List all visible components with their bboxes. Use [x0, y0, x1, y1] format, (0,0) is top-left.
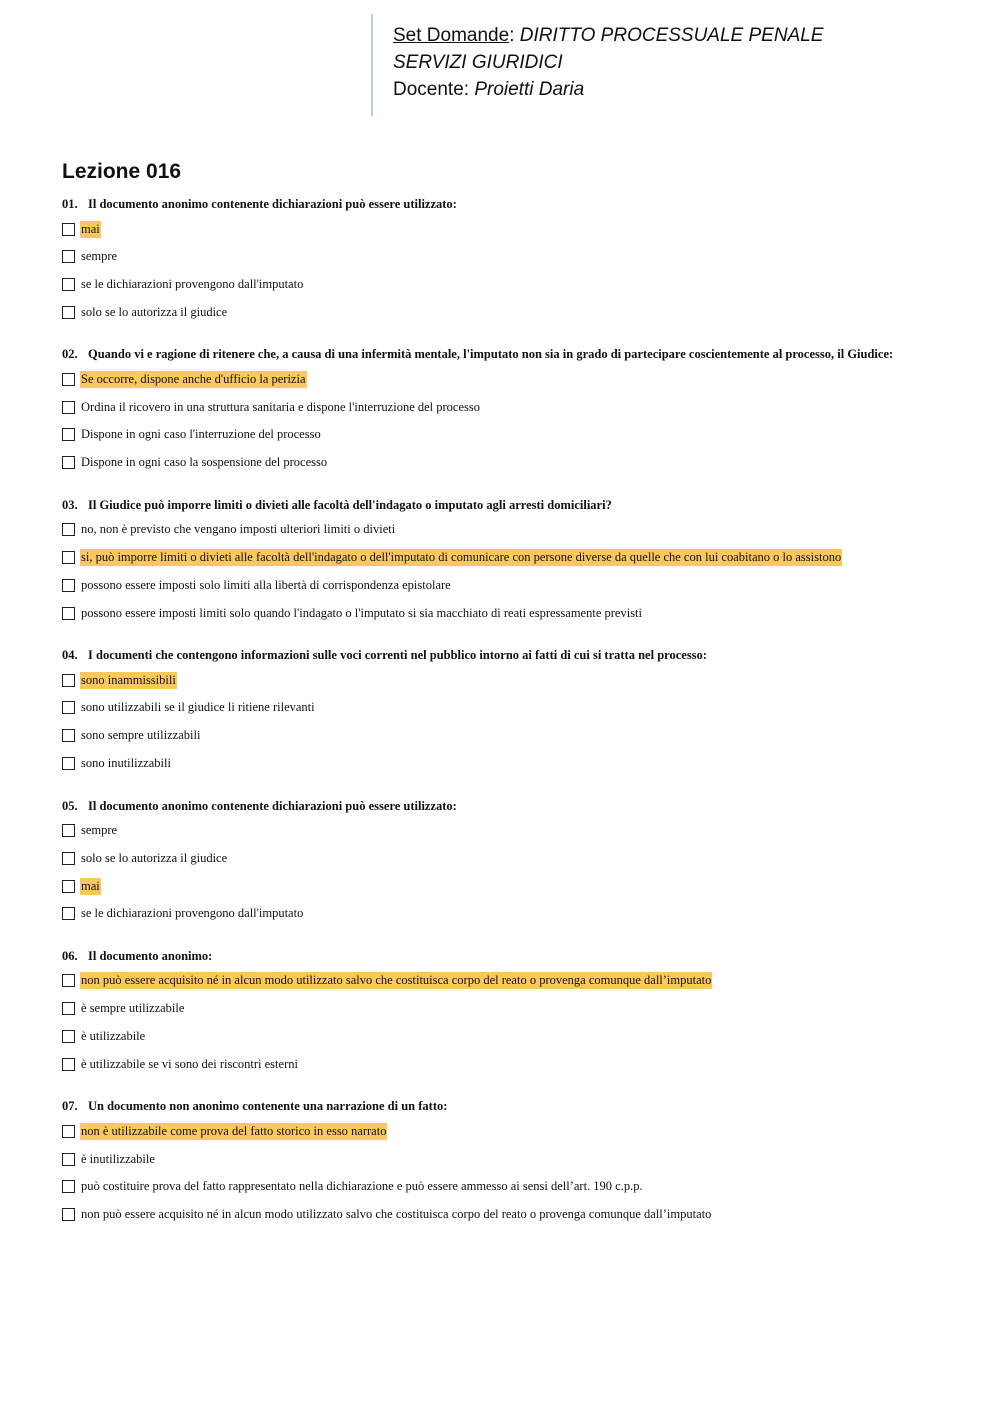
- answer-checkbox[interactable]: [62, 456, 75, 469]
- answer-option[interactable]: [62, 1149, 962, 1169]
- answer-text: è sempre utilizzabile: [81, 1001, 185, 1016]
- answer-option[interactable]: [62, 369, 962, 389]
- question-block: [62, 647, 962, 773]
- answer-checkbox[interactable]: [62, 674, 75, 687]
- answer-checkbox[interactable]: [62, 729, 75, 742]
- answer-text: no, non è previsto che vengano imposti ulteriori limiti o divieti: [81, 522, 396, 537]
- answer-checkbox[interactable]: [62, 1153, 75, 1166]
- answer-checkbox[interactable]: [62, 278, 75, 291]
- answer-checkbox[interactable]: [62, 1208, 75, 1221]
- answer-option[interactable]: [62, 520, 962, 540]
- set-label: Set Domande: [393, 25, 510, 46]
- question-title: [62, 196, 962, 212]
- answer-option[interactable]: [62, 821, 962, 841]
- answer-option[interactable]: [62, 698, 962, 718]
- answer-option[interactable]: [62, 247, 962, 267]
- answer-checkbox[interactable]: [62, 757, 75, 770]
- answer-checkbox[interactable]: [62, 223, 75, 236]
- answer-option[interactable]: [62, 999, 962, 1019]
- teacher-line: [393, 76, 931, 103]
- answer-text: possono essere imposti solo limiti alla libertà di corrispondenza epistolare: [81, 577, 451, 592]
- subject-name: DIRITTO PROCESSUALE PENALE: [519, 25, 824, 46]
- answer-text: possono essere imposti limiti solo quando l'indagato o l'imputato si sia macchiato di reati espressamente previsti: [81, 605, 642, 620]
- answer-text: Dispone in ogni caso l'interruzione del processo: [81, 427, 321, 442]
- correct-answer-text: Se occorre, dispone anche d'ufficio la perizia: [81, 371, 306, 386]
- set-separator: :: [509, 25, 515, 46]
- answer-checkbox[interactable]: [62, 523, 75, 536]
- set-line: [393, 22, 931, 49]
- answer-checkbox[interactable]: [62, 401, 75, 414]
- answer-option[interactable]: [62, 275, 962, 295]
- answer-checkbox[interactable]: [62, 1058, 75, 1071]
- answer-checkbox[interactable]: [62, 607, 75, 620]
- answer-text: solo se lo autorizza il giudice: [81, 304, 228, 319]
- answer-option[interactable]: [62, 1177, 962, 1197]
- answer-checkbox[interactable]: [62, 1030, 75, 1043]
- question-title: [62, 497, 962, 513]
- answer-text: sempre: [81, 823, 118, 838]
- lesson-title: Lezione 016: [62, 160, 182, 183]
- correct-answer-text: mai: [81, 878, 100, 893]
- question-number: 06.: [62, 948, 78, 963]
- answer-checkbox[interactable]: [62, 551, 75, 564]
- answer-option[interactable]: [62, 575, 962, 595]
- answer-option[interactable]: [62, 219, 962, 239]
- question-list: [62, 196, 962, 1249]
- answer-text: Dispone in ogni caso la sospensione del processo: [81, 455, 328, 470]
- question-title: [62, 798, 962, 814]
- answer-text: sono utilizzabili se il giudice li ritiene rilevanti: [81, 700, 315, 715]
- question-number: 02.: [62, 347, 78, 362]
- correct-answer-text: mai: [81, 221, 100, 236]
- correct-answer-text: non può essere acquisito né in alcun modo utilizzato salvo che costituisca corpo del reato o provenga comunque dall’imputato: [81, 973, 712, 988]
- answer-checkbox[interactable]: [62, 1180, 75, 1193]
- course-line: [393, 49, 931, 76]
- course-name: SERVIZI GIURIDICI: [393, 52, 563, 73]
- answer-text: se le dichiarazioni provengono dall'imputato: [81, 906, 304, 921]
- question-title: [62, 948, 962, 964]
- answer-text: è utilizzabile se vi sono dei riscontri esterni: [81, 1056, 298, 1071]
- answer-checkbox[interactable]: [62, 428, 75, 441]
- answer-option[interactable]: [62, 904, 962, 924]
- answer-option[interactable]: [62, 425, 962, 445]
- question-text: Il documento anonimo contenente dichiarazioni può essere utilizzato:: [88, 798, 457, 813]
- question-title: [62, 647, 962, 663]
- answer-option[interactable]: [62, 1205, 962, 1225]
- answer-option[interactable]: [62, 726, 962, 746]
- answer-text: solo se lo autorizza il giudice: [81, 850, 228, 865]
- answer-text: sempre: [81, 249, 118, 264]
- question-block: [62, 948, 962, 1074]
- answer-checkbox[interactable]: [62, 373, 75, 386]
- answer-option[interactable]: [62, 1121, 962, 1141]
- question-text: Il documento anonimo contenente dichiarazioni può essere utilizzato:: [88, 197, 457, 211]
- answer-option[interactable]: [62, 1027, 962, 1047]
- document-header: [371, 14, 931, 116]
- question-text: Il Giudice può imporre limiti o divieti alle facoltà dell'indagato o imputato agli arresti domiciliari?: [88, 497, 612, 512]
- answer-option[interactable]: [62, 876, 962, 896]
- question-title: [62, 346, 962, 362]
- answer-checkbox[interactable]: [62, 250, 75, 263]
- answer-option[interactable]: [62, 670, 962, 690]
- question-block: [62, 346, 962, 472]
- answer-text: non può essere acquisito né in alcun modo utilizzato salvo che costituisca corpo del reato o provenga comunque dall’imputato: [81, 1207, 712, 1222]
- answer-option[interactable]: [62, 548, 962, 568]
- answer-checkbox[interactable]: [62, 824, 75, 837]
- question-number: 04.: [62, 648, 78, 663]
- answer-option[interactable]: [62, 1054, 962, 1074]
- answer-option[interactable]: [62, 848, 962, 868]
- question-text: Un documento non anonimo contenente una narrazione di un fatto:: [88, 1099, 448, 1114]
- correct-answer-text: non è utilizzabile come prova del fatto storico in esso narrato: [81, 1123, 387, 1138]
- answer-option[interactable]: [62, 971, 962, 991]
- answer-checkbox[interactable]: [62, 852, 75, 865]
- question-block: [62, 798, 962, 924]
- question-title: [62, 1098, 962, 1114]
- answer-option[interactable]: [62, 397, 962, 417]
- answer-option[interactable]: [62, 453, 962, 473]
- answer-checkbox[interactable]: [62, 1002, 75, 1015]
- answer-checkbox[interactable]: [62, 1125, 75, 1138]
- answer-option[interactable]: [62, 754, 962, 774]
- teacher-label: Docente:: [393, 79, 470, 100]
- answer-text: Ordina il ricovero in una struttura sanitaria e dispone l'interruzione del processo: [81, 399, 480, 414]
- correct-answer-text: si, può imporre limiti o divieti alle facoltà dell'indagato o dell'imputato di comunicare con persone diverse da quelle che con lui coabitano o lo assistono: [81, 550, 842, 565]
- question-number: 05.: [62, 798, 78, 813]
- answer-option[interactable]: [62, 603, 962, 623]
- answer-text: può costituire prova del fatto rappresentato nella dichiarazione e può essere ammesso ai sensi dell’art. 190 c.p.p.: [81, 1179, 643, 1194]
- question-number: 07.: [62, 1099, 78, 1114]
- question-text: Il documento anonimo:: [88, 948, 213, 963]
- answer-text: è utilizzabile: [81, 1029, 146, 1044]
- answer-checkbox[interactable]: [62, 907, 75, 920]
- answer-text: è inutilizzabile: [81, 1151, 155, 1166]
- question-block: [62, 196, 962, 322]
- answer-option[interactable]: [62, 302, 962, 322]
- question-number: 01.: [62, 197, 78, 211]
- answer-text: sono sempre utilizzabili: [81, 728, 201, 743]
- answer-checkbox[interactable]: [62, 974, 75, 987]
- question-text: I documenti che contengono informazioni sulle voci correnti nel pubblico intorno ai fatti di cui si tratta nel processo:: [88, 648, 707, 663]
- correct-answer-text: sono inammissibili: [81, 672, 176, 687]
- question-block: [62, 497, 962, 623]
- answer-checkbox[interactable]: [62, 579, 75, 592]
- question-number: 03.: [62, 497, 78, 512]
- question-block: [62, 1098, 962, 1224]
- answer-checkbox[interactable]: [62, 306, 75, 319]
- teacher-name: Proietti Daria: [474, 79, 585, 100]
- answer-checkbox[interactable]: [62, 880, 75, 893]
- answer-text: se le dichiarazioni provengono dall'imputato: [81, 277, 304, 292]
- answer-checkbox[interactable]: [62, 701, 75, 714]
- question-text: Quando vi e ragione di ritenere che, a causa di una infermità mentale, l'imputato non sia in grado di partecipare coscientemente al processo, il Giudice:: [88, 347, 894, 362]
- answer-text: sono inutilizzabili: [81, 756, 171, 771]
